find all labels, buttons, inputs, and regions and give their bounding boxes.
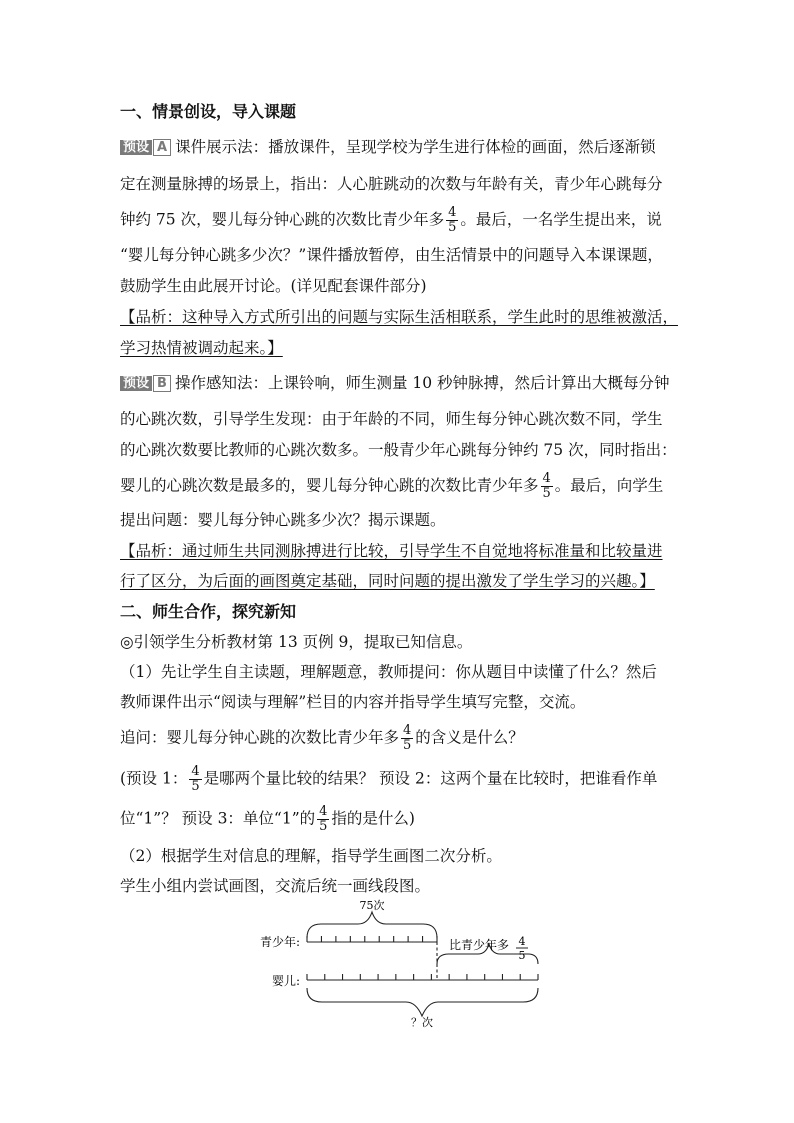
preset-question-line2: 位“1”？ 预设 3：单位“1”的 $\frac{4}{5}$ 指的是什么)	[120, 804, 415, 834]
preset-a-tag: 预设 A	[120, 139, 171, 157]
step2-line: （2）根据学生对信息的理解，指导学生画图二次分析。	[120, 847, 502, 865]
more-fraction-numerator: 4	[518, 935, 526, 948]
preset-b-line3: 的心跳次数要比教师的心跳次数多。一般青少年心跳每分钟约 75 次，同时指出：	[120, 441, 677, 459]
preset-b-line1: 预设 B 操作感知法：上课铃响，师生测量 10 秒钟脉搏，然后计算出大概每分钟	[120, 373, 670, 393]
section1-title: 一、情景创设，导入课题	[120, 102, 297, 121]
ask-line: 追问：婴儿每分钟心跳的次数比青少年多 $\frac{4}{5}$ 的含义是什么？	[120, 723, 524, 753]
infant-label: 婴儿:	[271, 974, 300, 988]
top-brace-label: 75次	[359, 899, 385, 912]
step1-line1: （1）先让学生自主读题，理解题意，教师提问：你从题目中读懂了什么？然后	[120, 663, 657, 681]
comment-a-line1: 【品析：这种导入方式所引出的问题与实际生活相联系，学生此时的思维被激活，	[120, 308, 679, 326]
preset-b-tag: 预设 B	[120, 375, 171, 393]
more-fraction-denominator: 5	[518, 949, 526, 962]
top-brace	[307, 912, 437, 938]
fraction: $\frac{4}{5}$	[191, 764, 200, 794]
step1-line2: 教师课件出示“阅读与理解”栏目的内容并指导学生填写完整，交流。	[120, 693, 586, 711]
preset-a-line3: 钟约 75 次，婴儿每分钟心跳的次数比青少年多 $\frac{4}{5}$ 。最后，一名学生提出来，说	[120, 205, 662, 235]
draw-line: 学生小组内尝试画图，交流后统一画线段图。	[120, 877, 431, 895]
fraction: $\frac{4}{5}$	[448, 205, 457, 235]
youth-label: 青少年:	[259, 935, 300, 949]
bottom-brace	[307, 988, 538, 1016]
fraction: $\frac{4}{5}$	[319, 804, 328, 834]
segment-diagram	[240, 898, 560, 1030]
section2-intro: ◎引领学生分析教材第 13 页例 9，提取已知信息。	[120, 633, 473, 651]
more-label: 比青少年多	[449, 938, 510, 952]
fraction: $\frac{4}{5}$	[542, 471, 551, 501]
preset-a-line5: 鼓励学生由此展开讨论。(详见配套课件部分)	[120, 277, 427, 295]
preset-b-line4: 婴儿的心跳次数是最多的，婴儿每分钟心跳的次数比青少年多 $\frac{4}{5}$ 。最后，向学生	[120, 471, 664, 501]
fraction: $\frac{4}{5}$	[403, 723, 412, 753]
comment-a-line2: 学习热情被调动起来。】	[120, 339, 283, 357]
bottom-brace-label: ？次	[411, 1016, 433, 1029]
section2-title: 二、师生合作，探究新知	[120, 602, 297, 621]
preset-b-line5: 提出问题：婴儿每分钟心跳多少次？揭示课题。	[120, 511, 446, 529]
preset-question-line1: (预设 1： $\frac{4}{5}$ 是哪两个量比较的结果？ 预设 2：这两个量在比较时，把谁看作单	[120, 764, 658, 794]
preset-a-line4: “婴儿每分钟心跳多少次？”课件播放暂停，由生活情景中的问题导入本课课题，	[120, 246, 663, 264]
comment-b-line1: 【品析：通过师生共同测脉搏进行比较，引导学生不自觉地将标准量和比较量进	[120, 542, 663, 560]
preset-b-line2: 的心跳次数，引导学生发现：由于年龄的不同，师生每分钟心跳次数不同，学生	[120, 410, 663, 428]
comment-b-line2: 行了区分，为后面的画图奠定基础，同时问题的提出激发了学生学习的兴趣。】	[120, 572, 655, 590]
preset-a-line2: 定在测量脉搏的场景上，指出：人心脏跳动的次数与年龄有关，青少年心跳每分	[120, 175, 663, 193]
preset-a-line1: 预设 A 课件展示法：播放课件，呈现学校为学生进行体检的画面，然后逐渐锁	[120, 137, 656, 157]
